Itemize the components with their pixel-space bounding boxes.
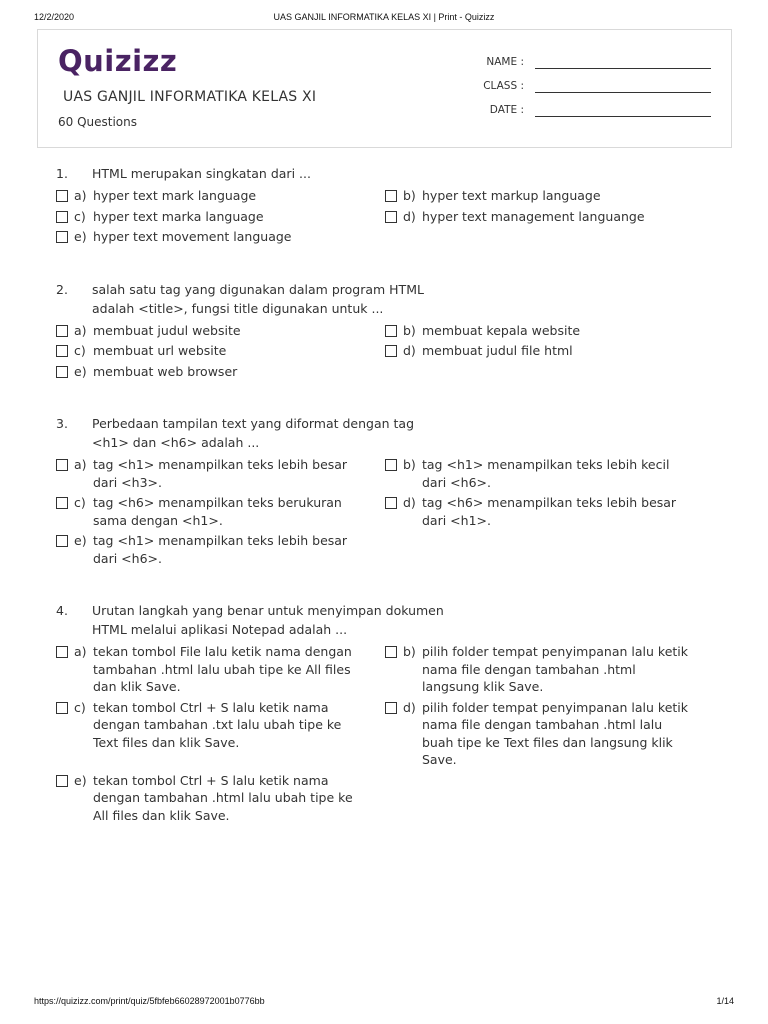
option-text: hyper text marka language xyxy=(93,208,264,224)
answer-option[interactable] xyxy=(56,363,385,381)
date-field xyxy=(479,102,711,126)
option-letter: b) xyxy=(403,644,416,659)
class-field xyxy=(479,78,711,102)
print-footer xyxy=(34,996,734,1010)
option-letter: b) xyxy=(403,457,416,472)
answer-option[interactable] xyxy=(56,699,385,769)
checkbox-icon[interactable] xyxy=(385,459,397,471)
option-text: tag <h6> menampilkan teks berukuran sama dengan <h1>. xyxy=(93,495,342,528)
option-text: tag <h1> menampilkan teks lebih besar dari <h6>. xyxy=(93,533,348,566)
question-list xyxy=(56,164,724,858)
question xyxy=(56,280,724,381)
answer-option[interactable] xyxy=(385,342,715,360)
option-letter: d) xyxy=(403,495,416,510)
option-text: tag <h1> menampilkan teks lebih kecil dari <h6>. xyxy=(422,457,670,490)
option-text: tekan tombol Ctrl + S lalu ketik nama dengan tambahan .html lalu ubah tipe ke All files dan klik Save. xyxy=(93,772,353,823)
name-field xyxy=(479,54,711,78)
option-text: membuat kepala website xyxy=(422,322,581,338)
question-stem xyxy=(56,280,724,318)
answer-options xyxy=(56,322,724,381)
checkbox-icon[interactable] xyxy=(385,211,397,223)
checkbox-icon[interactable] xyxy=(56,775,68,787)
checkbox-icon[interactable] xyxy=(56,646,68,658)
question-number: 4. xyxy=(56,603,68,618)
answer-option[interactable] xyxy=(56,494,385,529)
question xyxy=(56,164,724,246)
answer-option[interactable] xyxy=(385,208,715,226)
option-text: tag <h6> menampilkan teks lebih besar dari <h1>. xyxy=(422,495,677,528)
option-text: hyper text management languange xyxy=(422,208,645,224)
answer-option[interactable] xyxy=(56,228,385,246)
question xyxy=(56,414,724,567)
question-stem xyxy=(56,164,724,183)
question xyxy=(56,601,724,824)
answer-options xyxy=(56,187,724,246)
question-text: Perbedaan tampilan text yang diformat dengan tag <h1> dan <h6> adalah ... xyxy=(92,416,415,450)
class-label: CLASS : xyxy=(483,80,524,92)
option-text: membuat judul website xyxy=(93,322,241,338)
question-text: HTML merupakan singkatan dari ... xyxy=(92,166,311,181)
option-letter: a) xyxy=(74,322,87,338)
print-title: UAS GANJIL INFORMATIKA KELAS XI | Print - Quizizz xyxy=(273,12,495,22)
checkbox-icon[interactable] xyxy=(56,459,68,471)
option-letter: e) xyxy=(74,533,87,548)
checkbox-icon[interactable] xyxy=(385,325,397,337)
checkbox-icon[interactable] xyxy=(56,535,68,547)
checkbox-icon[interactable] xyxy=(385,345,397,357)
option-text: hyper text movement language xyxy=(93,229,292,244)
answer-option[interactable] xyxy=(56,532,385,567)
option-text: membuat web browser xyxy=(93,363,238,379)
checkbox-icon[interactable] xyxy=(56,190,68,202)
option-letter: e) xyxy=(74,229,87,244)
option-letter: c) xyxy=(74,208,86,224)
answer-option[interactable] xyxy=(56,456,385,491)
option-letter: b) xyxy=(403,322,416,338)
option-text: tag <h1> menampilkan teks lebih besar dari <h3>. xyxy=(93,457,348,490)
date-line xyxy=(535,116,711,117)
checkbox-icon[interactable] xyxy=(56,211,68,223)
answer-option[interactable] xyxy=(385,322,715,340)
answer-options xyxy=(56,643,724,824)
option-text: membuat judul file html xyxy=(422,343,573,358)
question-number: 3. xyxy=(56,416,68,431)
answer-option[interactable] xyxy=(385,187,715,205)
option-letter: e) xyxy=(74,772,87,788)
question-number: 2. xyxy=(56,281,68,297)
option-letter: a) xyxy=(74,644,87,659)
option-letter: a) xyxy=(74,188,87,203)
quiz-header xyxy=(37,29,732,148)
checkbox-icon[interactable] xyxy=(56,231,68,243)
question-text: salah satu tag yang digunakan dalam program HTML adalah <title>, fungsi title digunakan untuk ... xyxy=(92,281,424,316)
checkbox-icon[interactable] xyxy=(385,190,397,202)
checkbox-icon[interactable] xyxy=(385,702,397,714)
answer-option[interactable] xyxy=(56,322,385,340)
answer-option[interactable] xyxy=(56,772,385,825)
question-number: 1. xyxy=(56,166,68,181)
question-stem xyxy=(56,414,724,452)
answer-option[interactable] xyxy=(385,494,715,529)
quiz-title: UAS GANJIL INFORMATIKA KELAS XI xyxy=(63,89,317,105)
quizizz-logo: Quizizz xyxy=(58,44,178,78)
option-letter: b) xyxy=(403,188,416,203)
option-text: hyper text markup language xyxy=(422,188,601,203)
option-text: tekan tombol Ctrl + S lalu ketik nama dengan tambahan .txt lalu ubah tipe ke Text files dan klik Save. xyxy=(93,699,342,750)
checkbox-icon[interactable] xyxy=(56,366,68,378)
page-number: 1/14 xyxy=(716,996,734,1006)
option-letter: c) xyxy=(74,699,86,715)
answer-options xyxy=(56,456,724,567)
name-line xyxy=(535,68,711,69)
option-letter: d) xyxy=(403,208,416,224)
question-count: 60 Questions xyxy=(58,115,138,129)
class-line xyxy=(535,92,711,93)
print-url: https://quizizz.com/print/quiz/5fbfeb66028972001b0776bb xyxy=(34,996,265,1006)
date-label: DATE : xyxy=(489,104,524,116)
option-text: pilih folder tempat penyimpanan lalu ketik nama file dengan tambahan .html lalu buah tipe ke Text files dan langsung klik Save. xyxy=(422,699,689,767)
option-text: pilih folder tempat penyimpanan lalu ketik nama file dengan tambahan .html langsung klik Save. xyxy=(422,644,689,694)
option-letter: d) xyxy=(403,343,416,358)
question-text: Urutan langkah yang benar untuk menyimpan dokumen HTML melalui aplikasi Notepad adalah ... xyxy=(92,603,444,637)
answer-option[interactable] xyxy=(56,187,385,205)
name-label: NAME : xyxy=(486,56,524,68)
question-stem xyxy=(56,601,724,639)
option-text: tekan tombol File lalu ketik nama dengan tambahan .html lalu ubah tipe ke All files dan klik Save. xyxy=(93,644,352,694)
checkbox-icon[interactable] xyxy=(385,646,397,658)
checkbox-icon[interactable] xyxy=(56,345,68,357)
option-text: membuat url website xyxy=(93,343,227,358)
checkbox-icon[interactable] xyxy=(385,497,397,509)
option-letter: a) xyxy=(74,457,87,472)
answer-option[interactable] xyxy=(56,342,385,360)
print-date: 12/2/2020 xyxy=(34,12,75,22)
option-letter: c) xyxy=(74,343,86,358)
option-text: hyper text mark language xyxy=(93,188,257,203)
answer-option[interactable] xyxy=(385,643,715,696)
checkbox-icon[interactable] xyxy=(56,702,68,714)
answer-option[interactable] xyxy=(56,643,385,696)
option-letter: e) xyxy=(74,363,87,379)
checkbox-icon[interactable] xyxy=(56,325,68,337)
answer-option[interactable] xyxy=(385,699,715,769)
checkbox-icon[interactable] xyxy=(56,497,68,509)
student-info-fields xyxy=(479,54,711,126)
print-header xyxy=(34,12,734,26)
option-letter: d) xyxy=(403,699,416,715)
option-letter: c) xyxy=(74,495,86,510)
answer-option[interactable] xyxy=(385,456,715,491)
answer-option[interactable] xyxy=(56,208,385,226)
